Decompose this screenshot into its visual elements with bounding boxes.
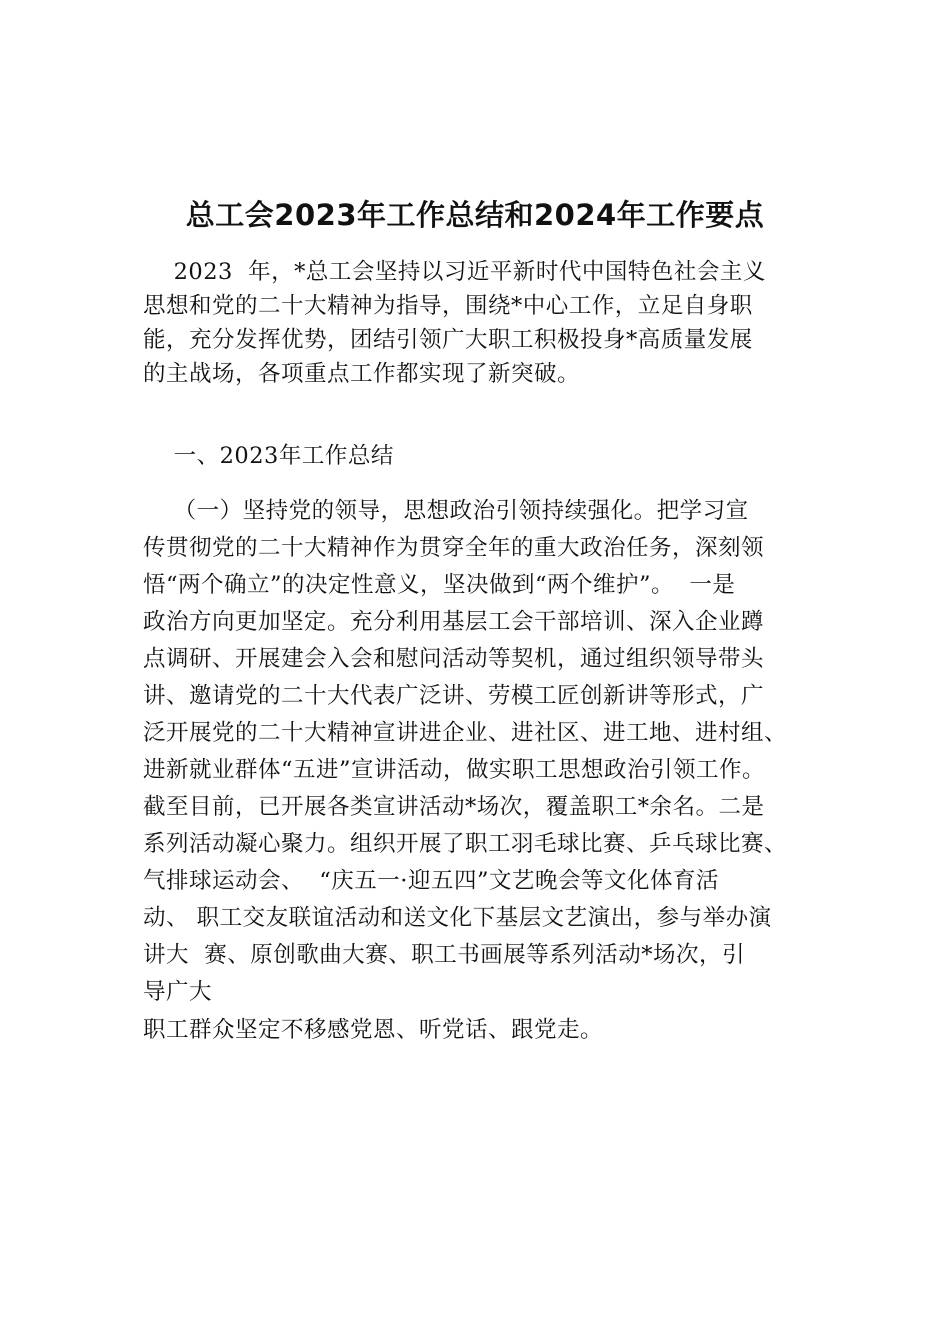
paragraph-line: 导广大 xyxy=(143,979,213,1005)
paragraph-line: 讲、邀请党的二十大代表广泛讲、劳模工匠创新讲等形式，广 xyxy=(143,683,765,709)
paragraph-line: 系列活动凝心聚力。组织开展了职工羽毛球比赛、乒乓球比赛、 xyxy=(143,831,788,857)
paragraph-line: 讲大 赛、原创歌曲大赛、职工书画展等系列活动*场次，引 xyxy=(143,942,746,968)
paragraph-line: 职工群众坚定不移感党恩、听党话、跟党走。 xyxy=(143,1017,604,1043)
paragraph-line: 气排球运动会、 “庆五一·迎五四”文艺晚会等文化体育活 xyxy=(143,868,719,894)
paragraph-line: 2023 年，*总工会坚持以习近平新时代中国特色社会主义 xyxy=(143,259,766,285)
paragraph-line: 动、 职工交友联谊活动和送文化下基层文艺演出，参与举办演 xyxy=(143,905,772,931)
paragraph-line: 能，充分发挥优势，团结引领广大职工积极投身*高质量发展 xyxy=(143,327,753,353)
paragraph-line: 的主战场，各项重点工作都实现了新突破。 xyxy=(143,361,581,387)
paragraph-line: 截至目前，已开展各类宣讲活动*场次，覆盖职工*余名。二是 xyxy=(143,794,765,820)
paragraph-line: 点调研、开展建会入会和慰问活动等契机，通过组织领导带头 xyxy=(143,646,765,672)
paragraph-line: 悟“两个确立”的决定性意义，坚决做到“两个维护”。 一是 xyxy=(143,572,736,598)
paragraph-line: 进新就业群体“五进”宣讲活动，做实职工思想政治引领工作。 xyxy=(143,757,766,783)
section-heading: 一、2023年工作总结 xyxy=(143,443,394,469)
paragraph-line: （一）坚持党的领导，思想政治引领持续强化。把学习宣 xyxy=(143,498,749,524)
paragraph-line: 传贯彻党的二十大精神作为贯穿全年的重大政治任务，深刻领 xyxy=(143,535,765,561)
paragraph-line: 思想和党的二十大精神为指导，围绕*中心工作，立足自身职 xyxy=(143,293,753,319)
paragraph-line: 泛开展党的二十大精神宣讲进企业、进社区、进工地、进村组、 xyxy=(143,720,788,746)
document-title: 总工会2023年工作总结和2024年工作要点 xyxy=(185,198,765,232)
paragraph-line: 政治方向更加坚定。充分利用基层工会干部培训、深入企业蹲 xyxy=(143,609,765,635)
